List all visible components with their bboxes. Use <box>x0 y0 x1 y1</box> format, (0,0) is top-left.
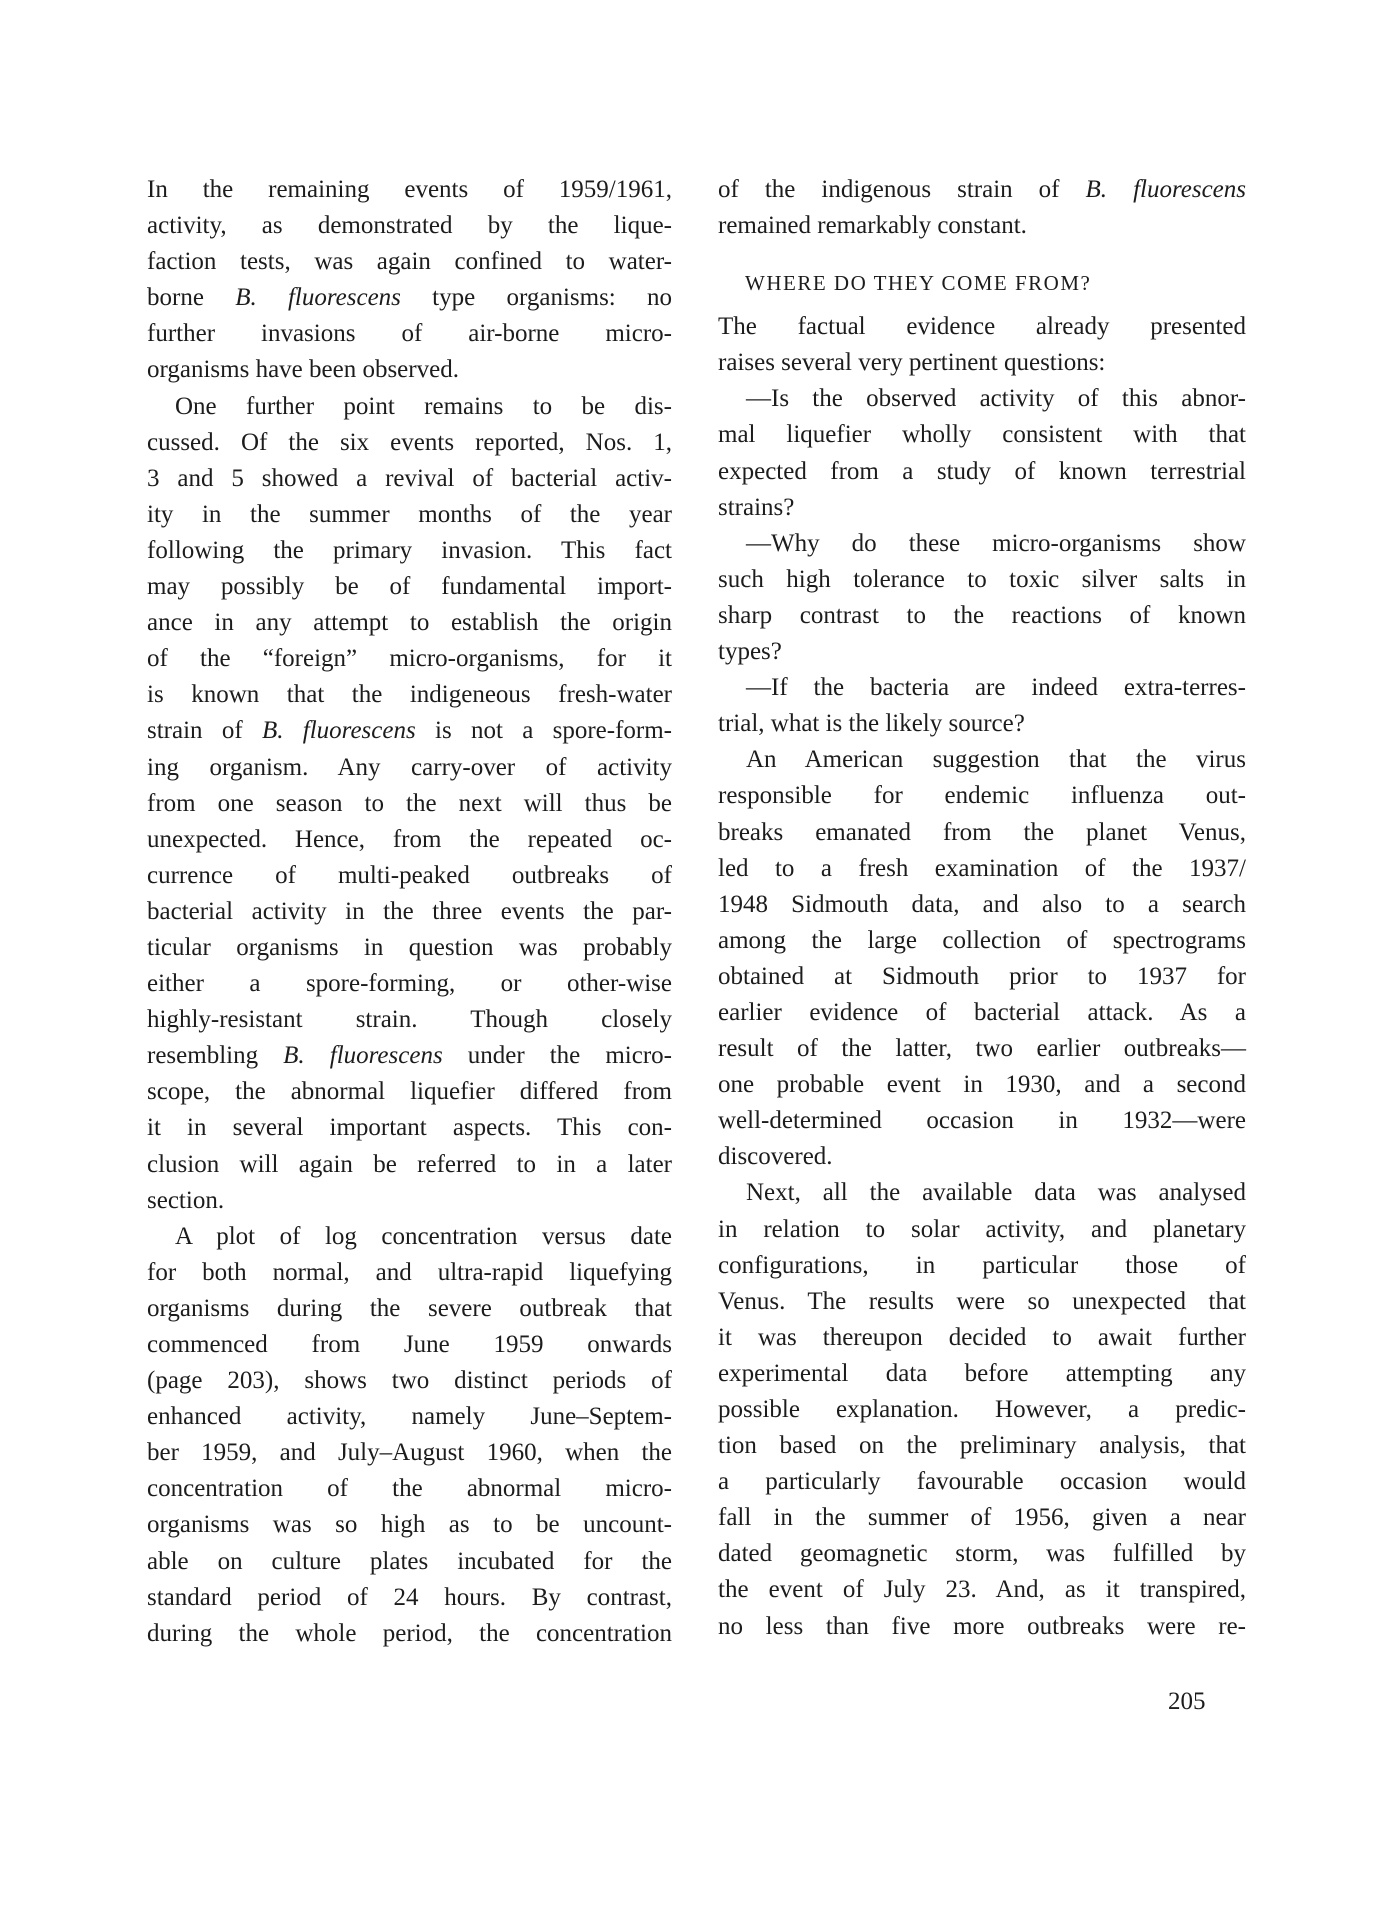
text-line: for both normal, and ultra-rapid liquefying <box>147 1258 672 1286</box>
text-line: fall in the summer of 1956, given a near <box>718 1504 1246 1532</box>
text-line: such high tolerance to toxic silver salts in <box>718 565 1246 593</box>
text-line: resembling B. fluorescens under the micro- <box>147 1042 672 1070</box>
text-line: (page 203), shows two distinct periods of <box>147 1367 672 1395</box>
text-line: it was thereupon decided to await further <box>718 1323 1246 1351</box>
text-line: ber 1959, and July–August 1960, when the <box>147 1439 672 1467</box>
text-line: earlier evidence of bacterial attack. As a <box>718 998 1246 1026</box>
text-line: dated geomagnetic storm, was fulfilled by <box>718 1540 1246 1568</box>
text-line: experimental data before attempting any <box>718 1359 1246 1387</box>
text-line: discovered. <box>718 1143 833 1171</box>
text-line: —Is the observed activity of this abnor- <box>746 385 1246 413</box>
text-line: In the remaining events of 1959/1961, <box>147 176 672 203</box>
text-line: The factual evidence already presented <box>718 313 1246 341</box>
question-activity <box>718 381 1246 525</box>
text-line: raises several very pertinent questions: <box>718 349 1106 377</box>
text-line: strains? <box>718 493 795 521</box>
text-line: from one season to the next will thus be <box>147 789 672 817</box>
text-line: obtained at Sidmouth prior to 1937 for <box>718 962 1246 990</box>
text-line: the event of July 23. And, as it transpired, <box>718 1576 1246 1604</box>
text-line: —If the bacteria are indeed extra-terres- <box>746 674 1246 702</box>
text-line: faction tests, was again confined to water- <box>147 248 672 276</box>
text-line: possible explanation. However, a predic- <box>718 1396 1246 1423</box>
text-line: led to a fresh examination of the 1937/ <box>718 854 1246 882</box>
text-line: —Why do these micro-organisms show <box>746 529 1246 557</box>
text-line: configurations, in particular those of <box>718 1251 1246 1279</box>
text-line: in relation to solar activity, and planetary <box>718 1215 1246 1243</box>
section-heading: WHERE DO THEY COME FROM? <box>745 271 1092 296</box>
text-line: among the large collection of spectrograms <box>718 926 1246 954</box>
paragraph-solar-activity <box>718 1175 1246 1644</box>
text-line: of the “foreign” micro-organisms, for it <box>147 645 672 673</box>
text-line: scope, the abnormal liquefier differed from <box>147 1078 672 1106</box>
text-line: it in several important aspects. This con- <box>147 1114 672 1142</box>
text-line: trial, what is the likely source? <box>718 710 1025 738</box>
question-tolerance <box>718 526 1246 670</box>
text-line: further invasions of air-borne micro- <box>147 320 672 348</box>
text-line: section. <box>147 1186 225 1214</box>
right-column <box>718 172 1246 1645</box>
text-line: ance in any attempt to establish the origin <box>147 609 672 637</box>
text-line: standard period of 24 hours. By contrast, <box>147 1583 672 1611</box>
text-line: types? <box>718 638 782 666</box>
text-line: bacterial activity in the three events the par- <box>147 897 672 925</box>
text-line: currence of multi-peaked outbreaks of <box>147 861 672 889</box>
text-line: organisms was so high as to be uncount- <box>147 1511 672 1539</box>
paragraph-further-point <box>147 389 672 1219</box>
text-line: following the primary invasion. This fact <box>147 536 672 564</box>
text-line: remained remarkably constant. <box>718 212 1027 240</box>
paragraph-american-suggestion <box>718 742 1246 1175</box>
text-line: of the indigenous strain of B. fluorescens <box>718 176 1247 203</box>
text-line: result of the latter, two earlier outbreaks— <box>718 1035 1246 1063</box>
text-line: tion based on the preliminary analysis, that <box>718 1432 1246 1460</box>
question-source <box>718 670 1246 742</box>
text-line: A plot of log concentration versus date <box>175 1222 672 1250</box>
text-line: organisms have been observed. <box>147 356 459 384</box>
left-column <box>147 172 672 1652</box>
text-line: borne B. fluorescens type organisms: no <box>147 284 673 312</box>
text-line: organisms during the severe outbreak that <box>147 1294 672 1322</box>
text-line: responsible for endemic influenza out- <box>718 782 1246 810</box>
text-line: highly-resistant strain. Though closely <box>147 1006 672 1034</box>
text-line: well-determined occasion in 1932—were <box>718 1107 1246 1135</box>
text-line: either a spore-forming, or other-wise <box>147 970 672 998</box>
text-line: ity in the summer months of the year <box>147 500 672 528</box>
page-number: 205 <box>1168 1688 1206 1715</box>
text-line: An American suggestion that the virus <box>746 746 1246 774</box>
text-line: concentration of the abnormal micro- <box>147 1475 672 1503</box>
text-line: is known that the indigeneous fresh-water <box>147 681 672 709</box>
paragraph-indigenous-strain <box>718 172 1246 244</box>
text-line: cussed. Of the six events reported, Nos. 1, <box>147 428 672 456</box>
text-line: unexpected. Hence, from the repeated oc- <box>147 825 672 853</box>
text-line: activity, as demonstrated by the lique- <box>147 212 672 240</box>
text-line: during the whole period, the concentration <box>147 1619 672 1647</box>
text-line: Venus. The results were so unexpected that <box>718 1287 1246 1315</box>
text-line: able on culture plates incubated for the <box>147 1547 672 1575</box>
text-line: no less than five more outbreaks were re- <box>718 1612 1246 1640</box>
text-line: clusion will again be referred to in a later <box>147 1150 672 1178</box>
text-line: 1948 Sidmouth data, and also to a search <box>718 890 1246 918</box>
text-line: enhanced activity, namely June–Septem- <box>147 1403 672 1431</box>
text-line: expected from a study of known terrestrial <box>718 457 1246 485</box>
text-line: strain of B. fluorescens is not a spore-form- <box>147 717 672 745</box>
text-line: One further point remains to be dis- <box>175 392 672 420</box>
text-line: breaks emanated from the planet Venus, <box>718 818 1246 846</box>
text-line: sharp contrast to the reactions of known <box>718 601 1246 629</box>
text-line: 3 and 5 showed a revival of bacterial activ- <box>147 464 672 492</box>
paragraph-log-concentration <box>147 1219 672 1652</box>
text-line: commenced from June 1959 onwards <box>147 1331 672 1358</box>
text-line: mal liquefier wholly consistent with that <box>718 421 1246 449</box>
text-line: a particularly favourable occasion would <box>718 1468 1246 1496</box>
paragraph-factual-evidence <box>718 309 1246 381</box>
text-line: one probable event in 1930, and a second <box>718 1071 1246 1099</box>
text-line: ing organism. Any carry-over of activity <box>147 753 672 781</box>
text-line: Next, all the available data was analysed <box>746 1179 1246 1207</box>
paragraph-remaining-events <box>147 172 672 389</box>
text-line: ticular organisms in question was probably <box>147 933 672 961</box>
text-line: may possibly be of fundamental import- <box>147 573 672 601</box>
